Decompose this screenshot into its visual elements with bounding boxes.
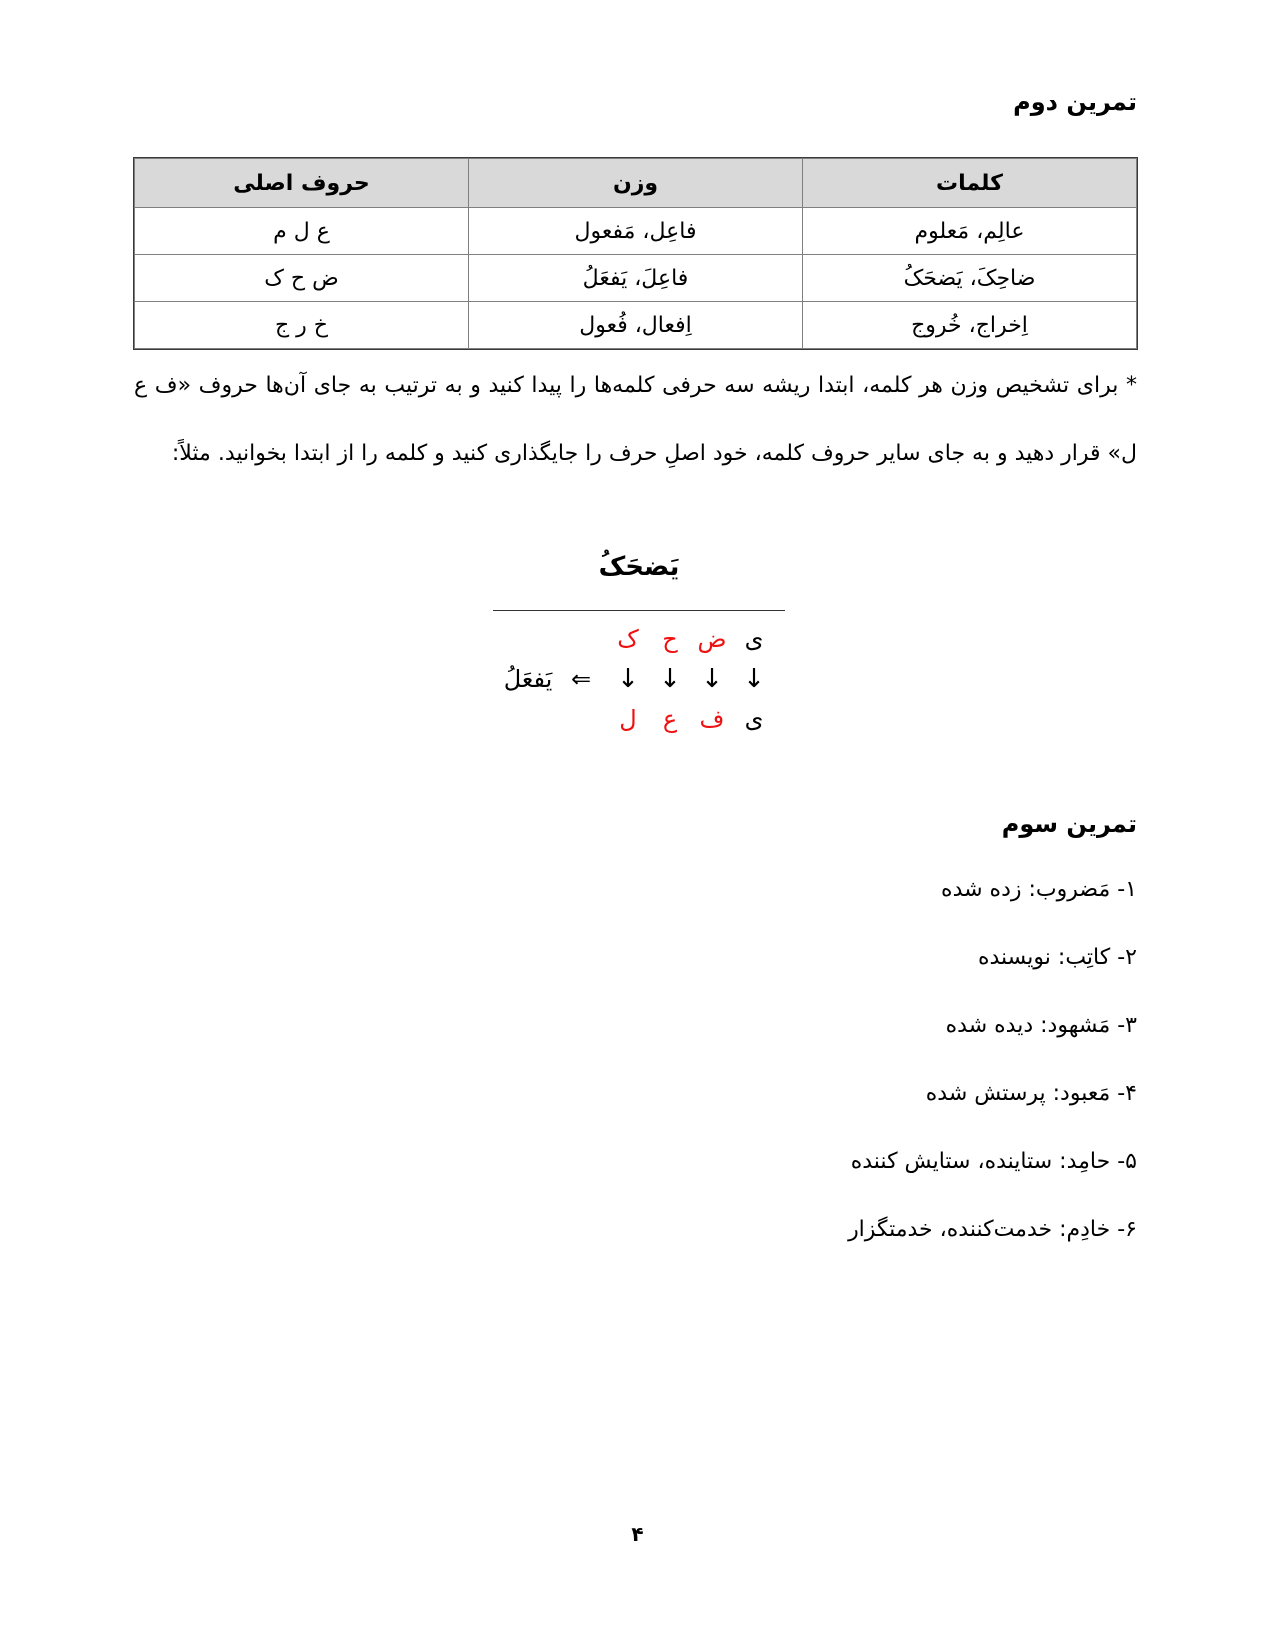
example-word: یَضحَکُ	[598, 552, 680, 582]
cell-root-letters: خ ر ج	[135, 302, 469, 349]
header-words: کلمات	[803, 159, 1137, 208]
list-item: ۴- مَعبود: پرستش شده	[925, 1081, 1137, 1106]
cell-root-letters: ض ح ک	[135, 255, 469, 302]
cell-pattern: فاعِل، مَفعول	[469, 208, 803, 255]
example-divider	[493, 610, 785, 611]
pattern-example-diagram	[493, 552, 785, 742]
list-item: ۶- خادِم: خدمت‌کننده، خدمتگزار	[848, 1217, 1137, 1242]
table-row	[135, 302, 1137, 349]
cell-pattern: فاعِلَ، یَفعَلُ	[469, 255, 803, 302]
header-pattern: وزن	[469, 159, 803, 208]
exercise-two-heading: تمرین دوم	[1013, 88, 1137, 116]
word-letter-3: ح	[662, 625, 678, 653]
cell-pattern: اِفعال، فُعول	[469, 302, 803, 349]
down-arrow-icon: ↓	[701, 664, 723, 694]
down-arrow-icon: ↓	[743, 664, 765, 694]
cell-root-letters: ع ل م	[135, 208, 469, 255]
pattern-letter-3: ع	[662, 705, 678, 733]
pattern-letter-2: ف	[699, 705, 725, 733]
word-letter-4: ک	[617, 625, 639, 653]
table-row	[135, 208, 1137, 255]
table-header-row	[135, 159, 1137, 208]
words-pattern-table	[134, 158, 1137, 349]
example-pattern-result: یَفعَلُ	[503, 665, 553, 693]
pattern-letter-1: ی	[744, 705, 764, 733]
cell-words: عالِم، مَعلوم	[803, 208, 1137, 255]
word-letter-1: ی	[744, 625, 764, 653]
list-item: ۳- مَشهود: دیده شده	[945, 1013, 1137, 1038]
table-row	[135, 255, 1137, 302]
down-arrow-icon: ↓	[659, 664, 681, 694]
implies-arrow-icon: ⇐	[570, 665, 592, 693]
definitions-list	[848, 870, 1137, 1278]
cell-words: ضاحِکَ، یَضحَکُ	[803, 255, 1137, 302]
pattern-letter-4: ل	[619, 705, 637, 733]
exercise-three-heading: تمرین سوم	[1001, 810, 1137, 838]
header-root-letters: حروف اصلی	[135, 159, 469, 208]
instruction-note: * برای تشخیص وزن هر کلمه، ابتدا ریشه سه حرفی کلمه‌ها را پیدا کنید و به ترتیب به جای آن‌ها حروف «ف ع ل» قرار دهید و به جای سایر حروف کلمه، خود اصلِ حرف را جایگذاری کنید و کلمه را از ابتدا بخوانید. مثلاً:	[134, 373, 1137, 466]
word-letter-2: ض	[697, 625, 727, 653]
page-number: ۴	[631, 1522, 644, 1546]
down-arrow-icon: ↓	[617, 664, 639, 694]
list-item: ۵- حامِد: ستاینده، ستایش کننده	[850, 1149, 1137, 1174]
list-item: ۱- مَضروب: زده شده	[941, 877, 1137, 902]
cell-words: اِخراج، خُروج	[803, 302, 1137, 349]
list-item: ۲- کاتِب: نویسنده	[977, 945, 1137, 970]
